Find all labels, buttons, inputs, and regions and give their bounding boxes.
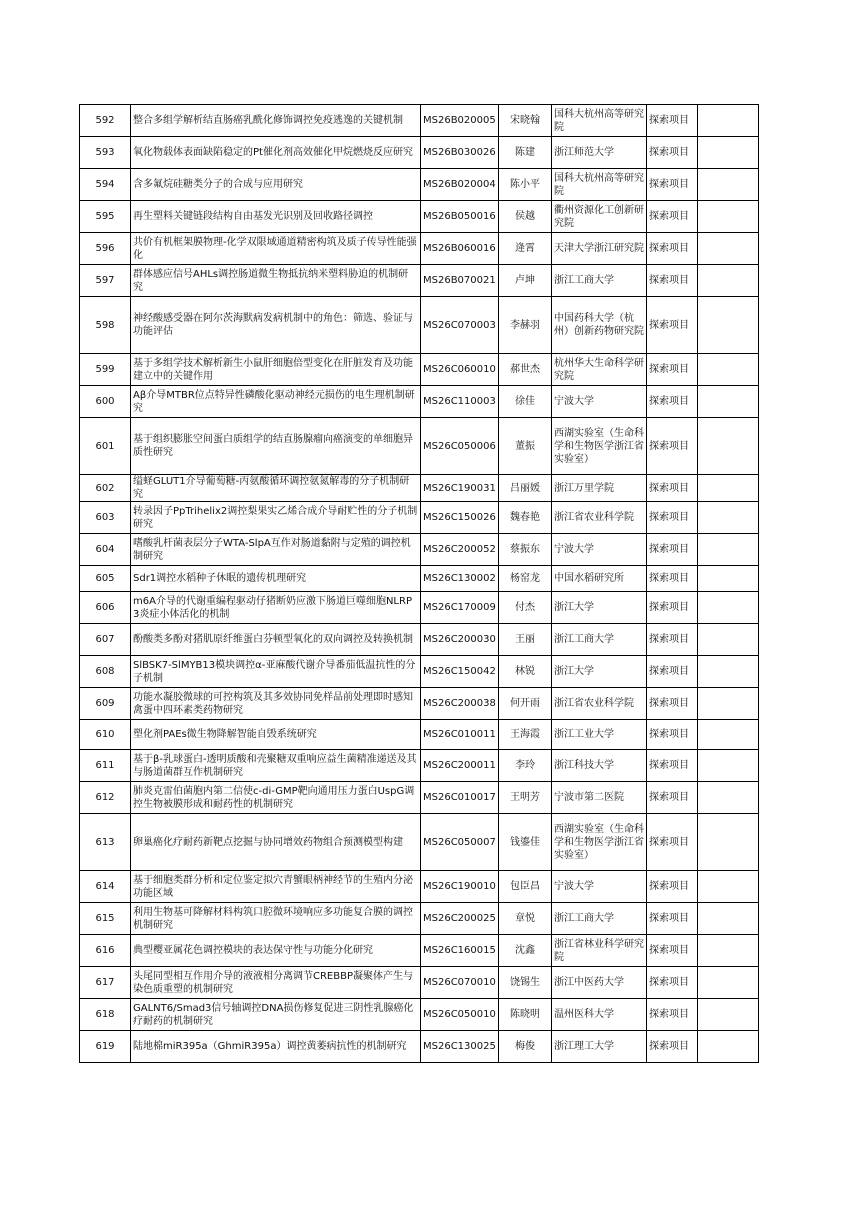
row-number: 595: [80, 201, 131, 233]
row-number: 592: [80, 105, 131, 137]
project-title: 功能水凝胶微球的可控构筑及其多效协同免样品前处理即时感知禽蛋中四环素类药物研究: [131, 688, 421, 720]
institution-name: 中国药科大学（杭州）创新药物研究院: [552, 297, 647, 354]
table-row: [80, 903, 759, 935]
institution-name: 西湖实验室（生命科学和生物医学浙江省实验室）: [552, 814, 647, 871]
project-type: 探索项目: [647, 534, 698, 566]
project-type: 探索项目: [647, 265, 698, 297]
project-code: MS26C050010: [421, 999, 499, 1031]
project-title: 转录因子PpTrihelix2调控梨果实乙烯合成介导耐贮性的分子机制研究: [131, 502, 421, 534]
project-code: MS26C200052: [421, 534, 499, 566]
institution-name: 宁波大学: [552, 871, 647, 903]
institution-name: 浙江中医药大学: [552, 967, 647, 999]
project-code: MS26C050007: [421, 814, 499, 871]
empty-cell: [698, 137, 759, 169]
principal-name: 陈小平: [499, 169, 552, 201]
project-type: 探索项目: [647, 201, 698, 233]
project-code: MS26B050016: [421, 201, 499, 233]
principal-name: 王海霞: [499, 720, 552, 750]
project-type: 探索项目: [647, 935, 698, 967]
principal-name: 魏春艳: [499, 502, 552, 534]
project-code: MS26C050006: [421, 418, 499, 475]
institution-name: 浙江师范大学: [552, 137, 647, 169]
institution-name: 浙江省林业科学研究院: [552, 935, 647, 967]
principal-name: 杨窑龙: [499, 566, 552, 592]
table-row: [80, 688, 759, 720]
empty-cell: [698, 475, 759, 502]
institution-name: 中国水稻研究所: [552, 566, 647, 592]
project-table: [79, 104, 759, 1063]
table-row: [80, 750, 759, 782]
row-number: 608: [80, 656, 131, 688]
project-code: MS26C060010: [421, 354, 499, 386]
empty-cell: [698, 105, 759, 137]
project-code: MS26C070003: [421, 297, 499, 354]
project-title: 基于β-乳球蛋白-透明质酸和壳聚糖双重响应益生菌精准递送及其与肠道菌群互作机制研究: [131, 750, 421, 782]
principal-name: 王丽: [499, 624, 552, 656]
empty-cell: [698, 265, 759, 297]
row-number: 617: [80, 967, 131, 999]
project-code: MS26C010017: [421, 782, 499, 814]
table-row: [80, 386, 759, 418]
table-row: [80, 967, 759, 999]
institution-name: 温州医科大学: [552, 999, 647, 1031]
institution-name: 浙江工商大学: [552, 903, 647, 935]
project-title: 塑化剂PAEs微生物降解智能自毁系统研究: [131, 720, 421, 750]
principal-name: 钱鎏佳: [499, 814, 552, 871]
row-number: 613: [80, 814, 131, 871]
project-type: 探索项目: [647, 1031, 698, 1063]
project-title: 再生塑料关键链段结构自由基发光识别及回收路径调控: [131, 201, 421, 233]
project-code: MS26B070021: [421, 265, 499, 297]
project-title: 酚酸类多酚对猪肌原纤维蛋白芬顿型氧化的双向调控及转换机制: [131, 624, 421, 656]
project-code: MS26C200011: [421, 750, 499, 782]
empty-cell: [698, 1031, 759, 1063]
project-code: MS26C130002: [421, 566, 499, 592]
project-title: 基于多组学技术解析新生小鼠肝细胞倍型变化在肝脏发育及功能建立中的关键作用: [131, 354, 421, 386]
project-type: 探索项目: [647, 814, 698, 871]
table-row: [80, 475, 759, 502]
empty-cell: [698, 903, 759, 935]
table-row: [80, 502, 759, 534]
project-type: 探索项目: [647, 297, 698, 354]
empty-cell: [698, 386, 759, 418]
table-row: [80, 265, 759, 297]
project-code: MS26B030026: [421, 137, 499, 169]
institution-name: 浙江科技大学: [552, 750, 647, 782]
project-code: MS26C170009: [421, 592, 499, 624]
table-row: [80, 169, 759, 201]
project-title: 基于组织膨胀空间蛋白质组学的结直肠腺瘤向癌演变的单细胞异质性研究: [131, 418, 421, 475]
empty-cell: [698, 297, 759, 354]
project-title: 整合多组学解析结直肠癌乳酰化修饰调控免疫逃逸的关键机制: [131, 105, 421, 137]
table-row: [80, 871, 759, 903]
institution-name: 杭州华大生命科学研究院: [552, 354, 647, 386]
project-type: 探索项目: [647, 475, 698, 502]
principal-name: 陈建: [499, 137, 552, 169]
project-code: MS26C150026: [421, 502, 499, 534]
project-type: 探索项目: [647, 624, 698, 656]
institution-name: 宁波大学: [552, 534, 647, 566]
principal-name: 逄霄: [499, 233, 552, 265]
project-code: MS26C160015: [421, 935, 499, 967]
empty-cell: [698, 534, 759, 566]
principal-name: 蔡振东: [499, 534, 552, 566]
project-title: 典型樱亚属花色调控模块的表达保守性与功能分化研究: [131, 935, 421, 967]
project-type: 探索项目: [647, 871, 698, 903]
principal-name: 董振: [499, 418, 552, 475]
principal-name: 沈鑫: [499, 935, 552, 967]
table-row: [80, 782, 759, 814]
table-row: [80, 999, 759, 1031]
project-title: 缢蛏GLUT1介导葡萄糖-丙氨酸循环调控氨氮解毒的分子机制研究: [131, 475, 421, 502]
row-number: 594: [80, 169, 131, 201]
row-number: 600: [80, 386, 131, 418]
institution-name: 浙江工商大学: [552, 265, 647, 297]
project-title: Sdr1调控水稻种子休眠的遗传机理研究: [131, 566, 421, 592]
row-number: 599: [80, 354, 131, 386]
project-type: 探索项目: [647, 354, 698, 386]
project-title: m6A介导的代谢重编程驱动仔猪断奶应激下肠道巨噬细胞NLRP3炎症小体活化的机制: [131, 592, 421, 624]
institution-name: 宁波大学: [552, 386, 647, 418]
row-number: 618: [80, 999, 131, 1031]
project-code: MS26C190010: [421, 871, 499, 903]
table-row: [80, 233, 759, 265]
project-title: 基于细胞类群分析和定位鉴定拟穴青蟹眼柄神经节的生殖内分泌功能区域: [131, 871, 421, 903]
row-number: 596: [80, 233, 131, 265]
project-type: 探索项目: [647, 782, 698, 814]
project-type: 探索项目: [647, 233, 698, 265]
project-type: 探索项目: [647, 750, 698, 782]
project-title: SlBSK7-SlMYB13模块调控α-亚麻酸代谢介导番茄低温抗性的分子机制: [131, 656, 421, 688]
project-type: 探索项目: [647, 688, 698, 720]
empty-cell: [698, 566, 759, 592]
row-number: 616: [80, 935, 131, 967]
empty-cell: [698, 935, 759, 967]
project-type: 探索项目: [647, 502, 698, 534]
institution-name: 浙江大学: [552, 592, 647, 624]
institution-name: 浙江万里学院: [552, 475, 647, 502]
principal-name: 付杰: [499, 592, 552, 624]
row-number: 615: [80, 903, 131, 935]
principal-name: 李赫羽: [499, 297, 552, 354]
table-row: [80, 1031, 759, 1063]
principal-name: 王明芳: [499, 782, 552, 814]
project-code: MS26C200030: [421, 624, 499, 656]
empty-cell: [698, 720, 759, 750]
project-title: Aβ介导MTBR位点特异性磷酸化驱动神经元损伤的电生理机制研究: [131, 386, 421, 418]
institution-name: 衢州资源化工创新研究院: [552, 201, 647, 233]
principal-name: 饶锡生: [499, 967, 552, 999]
row-number: 614: [80, 871, 131, 903]
project-type: 探索项目: [647, 592, 698, 624]
principal-name: 陈晓明: [499, 999, 552, 1031]
empty-cell: [698, 169, 759, 201]
project-code: MS26C010011: [421, 720, 499, 750]
principal-name: 何开雨: [499, 688, 552, 720]
project-code: MS26B020004: [421, 169, 499, 201]
institution-name: 浙江大学: [552, 656, 647, 688]
project-type: 探索项目: [647, 656, 698, 688]
project-type: 探索项目: [647, 999, 698, 1031]
table-row: [80, 935, 759, 967]
principal-name: 章悦: [499, 903, 552, 935]
project-type: 探索项目: [647, 169, 698, 201]
principal-name: 梅俊: [499, 1031, 552, 1063]
project-code: MS26C110003: [421, 386, 499, 418]
institution-name: 国科大杭州高等研究院: [552, 169, 647, 201]
project-type: 探索项目: [647, 566, 698, 592]
empty-cell: [698, 502, 759, 534]
empty-cell: [698, 814, 759, 871]
project-type: 探索项目: [647, 386, 698, 418]
project-title: 陆地棉miR395a（GhmiR395a）调控黄萎病抗性的机制研究: [131, 1031, 421, 1063]
project-code: MS26C070010: [421, 967, 499, 999]
empty-cell: [698, 592, 759, 624]
empty-cell: [698, 233, 759, 265]
empty-cell: [698, 967, 759, 999]
institution-name: 天津大学浙江研究院: [552, 233, 647, 265]
project-code: MS26C130025: [421, 1031, 499, 1063]
project-title: 头尾同型相互作用介导的液液相分离调节CREBBP凝聚体产生与染色质重塑的机制研究: [131, 967, 421, 999]
table-row: [80, 592, 759, 624]
row-number: 609: [80, 688, 131, 720]
project-type: 探索项目: [647, 105, 698, 137]
institution-name: 浙江工业大学: [552, 720, 647, 750]
empty-cell: [698, 418, 759, 475]
project-title: 含多氟烷硅糖类分子的合成与应用研究: [131, 169, 421, 201]
table-row: [80, 624, 759, 656]
table-row: [80, 720, 759, 750]
row-number: 601: [80, 418, 131, 475]
empty-cell: [698, 999, 759, 1031]
row-number: 602: [80, 475, 131, 502]
empty-cell: [698, 782, 759, 814]
row-number: 593: [80, 137, 131, 169]
principal-name: 侯越: [499, 201, 552, 233]
principal-name: 宋晓翰: [499, 105, 552, 137]
empty-cell: [698, 624, 759, 656]
table-row: [80, 566, 759, 592]
project-title: 氧化物载体表面缺陷稳定的Pt催化剂高效催化甲烷燃烧反应研究: [131, 137, 421, 169]
project-title: 群体感应信号AHLs调控肠道微生物抵抗纳米塑料胁迫的机制研究: [131, 265, 421, 297]
institution-name: 宁波市第二医院: [552, 782, 647, 814]
empty-cell: [698, 201, 759, 233]
institution-name: 浙江工商大学: [552, 624, 647, 656]
project-code: MS26C190031: [421, 475, 499, 502]
project-type: 探索项目: [647, 137, 698, 169]
project-type: 探索项目: [647, 903, 698, 935]
project-title: 卵巢癌化疗耐药新靶点挖掘与协同增效药物组合预测模型构建: [131, 814, 421, 871]
institution-name: 浙江理工大学: [552, 1031, 647, 1063]
principal-name: 林锐: [499, 656, 552, 688]
institution-name: 西湖实验室（生命科学和生物医学浙江省实验室）: [552, 418, 647, 475]
project-code: MS26B020005: [421, 105, 499, 137]
row-number: 604: [80, 534, 131, 566]
project-title: 嗜酸乳杆菌表层分子WTA-SlpA互作对肠道黏附与定殖的调控机制研究: [131, 534, 421, 566]
row-number: 603: [80, 502, 131, 534]
table-row: [80, 297, 759, 354]
project-code: MS26C200025: [421, 903, 499, 935]
row-number: 605: [80, 566, 131, 592]
principal-name: 包臣昌: [499, 871, 552, 903]
empty-cell: [698, 688, 759, 720]
project-type: 探索项目: [647, 720, 698, 750]
table-row: [80, 137, 759, 169]
institution-name: 国科大杭州高等研究院: [552, 105, 647, 137]
principal-name: 郝世杰: [499, 354, 552, 386]
row-number: 597: [80, 265, 131, 297]
row-number: 611: [80, 750, 131, 782]
table-row: [80, 418, 759, 475]
project-type: 探索项目: [647, 967, 698, 999]
principal-name: 徐佳: [499, 386, 552, 418]
principal-name: 李玲: [499, 750, 552, 782]
table-row: [80, 201, 759, 233]
project-title: 神经酸感受器在阿尔茨海默病发病机制中的角色：筛选、验证与功能评估: [131, 297, 421, 354]
project-title: GALNT6/Smad3信号轴调控DNA损伤修复促进三阴性乳腺癌化疗耐药的机制研究: [131, 999, 421, 1031]
row-number: 619: [80, 1031, 131, 1063]
principal-name: 卢坤: [499, 265, 552, 297]
row-number: 612: [80, 782, 131, 814]
project-title: 肺炎克雷伯菌胞内第二信使c-di-GMP靶向通用压力蛋白UspG调控生物被膜形成和耐药性的机制研究: [131, 782, 421, 814]
principal-name: 吕丽媛: [499, 475, 552, 502]
row-number: 606: [80, 592, 131, 624]
table-row: [80, 814, 759, 871]
row-number: 598: [80, 297, 131, 354]
project-title: 共价有机框架膜物理-化学双限域通道精密构筑及质子传导性能强化: [131, 233, 421, 265]
empty-cell: [698, 750, 759, 782]
empty-cell: [698, 656, 759, 688]
table-row: [80, 534, 759, 566]
empty-cell: [698, 354, 759, 386]
table-row: [80, 656, 759, 688]
row-number: 610: [80, 720, 131, 750]
table-row: [80, 354, 759, 386]
project-type: 探索项目: [647, 418, 698, 475]
project-title: 利用生物基可降解材料构筑口腔微环境响应多功能复合膜的调控机制研究: [131, 903, 421, 935]
table-row: [80, 105, 759, 137]
empty-cell: [698, 871, 759, 903]
project-code: MS26C150042: [421, 656, 499, 688]
institution-name: 浙江省农业科学院: [552, 688, 647, 720]
institution-name: 浙江省农业科学院: [552, 502, 647, 534]
project-code: MS26B060016: [421, 233, 499, 265]
row-number: 607: [80, 624, 131, 656]
project-code: MS26C200038: [421, 688, 499, 720]
